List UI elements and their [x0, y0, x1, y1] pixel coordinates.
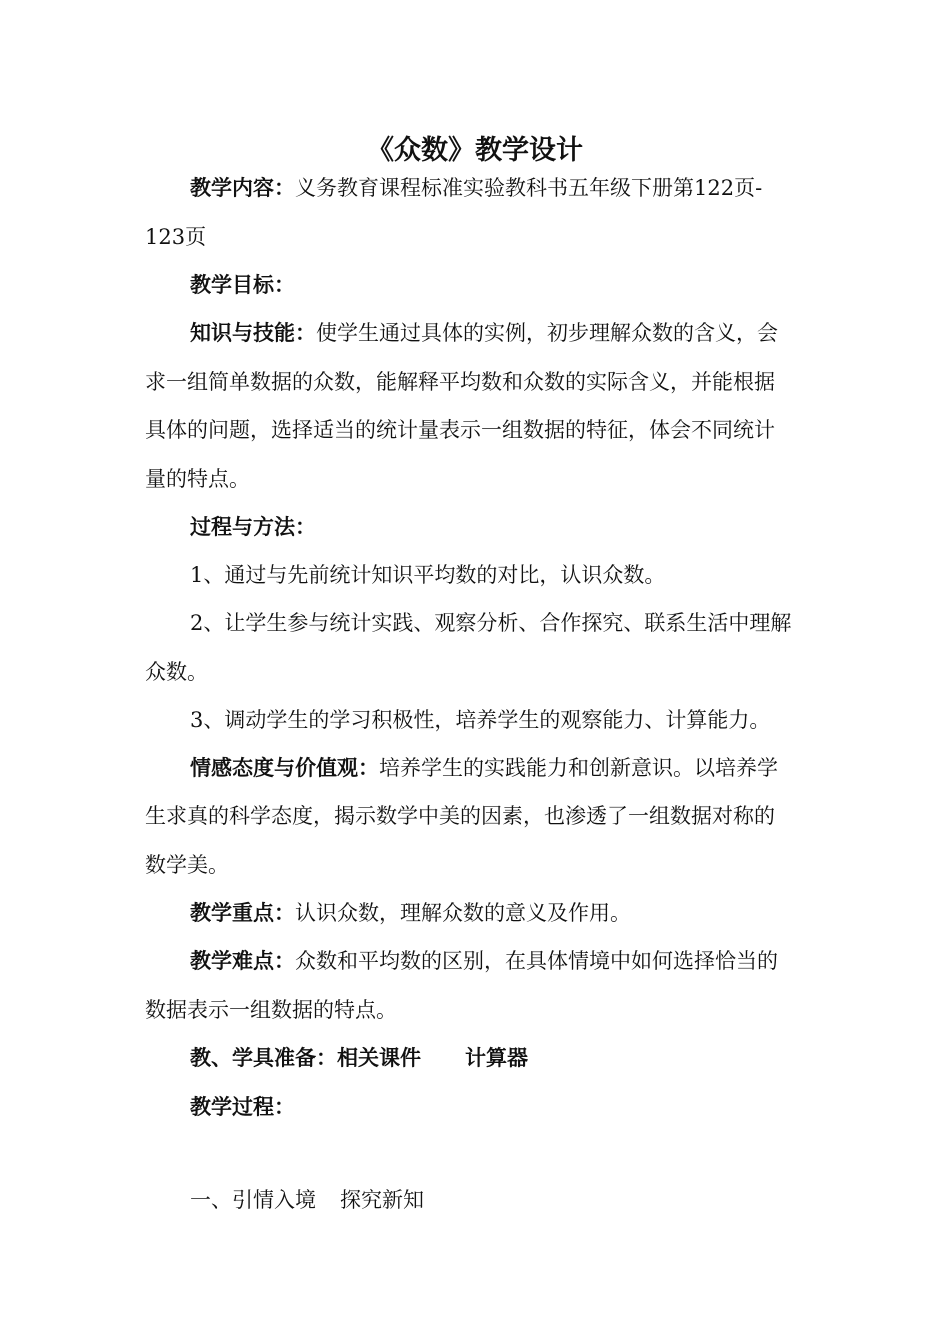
page-title: 《众数》教学设计	[367, 135, 583, 166]
difficulty-label: 教学难点：	[190, 948, 295, 973]
knowledge-text: 使学生通过具体的实例，初步理解众数的含义，会	[316, 321, 778, 345]
knowledge-label: 知识与技能：	[190, 320, 316, 345]
process-heading: 过程与方法：	[190, 514, 316, 539]
content-line-1	[190, 174, 815, 202]
process-item-2-cont: 众数。	[145, 660, 208, 684]
objectives-heading: 教学目标：	[190, 272, 295, 297]
key-point-label: 教学重点：	[190, 900, 295, 925]
key-point-line	[190, 899, 815, 927]
section-part-1: 一、引情入境	[190, 1188, 316, 1212]
prep-line	[190, 1044, 815, 1072]
key-point-text: 认识众数，理解众数的意义及作用。	[295, 901, 631, 925]
difficulty-line-2: 数据表示一组数据的特点。	[145, 998, 397, 1022]
section-heading-1	[190, 1186, 815, 1214]
knowledge-line-4: 量的特点。	[145, 467, 250, 491]
prep-item: 计算器	[465, 1045, 528, 1070]
emotion-line-2: 生求真的科学态度，揭示数学中美的因素，也渗透了一组数据对称的	[145, 804, 775, 828]
knowledge-line-3: 具体的问题，选择适当的统计量表示一组数据的特征，体会不同统计	[145, 418, 775, 442]
emotion-text: 培养学生的实践能力和创新意识。以培养学	[379, 756, 778, 780]
content-label: 教学内容：	[190, 175, 295, 200]
section-part-2: 探究新知	[340, 1188, 424, 1212]
emotion-label: 情感态度与价值观：	[190, 755, 379, 780]
procedure-heading: 教学过程：	[190, 1094, 295, 1119]
process-item-2: 2、让学生参与统计实践、观察分析、合作探究、联系生活中理解	[190, 611, 792, 635]
difficulty-text: 众数和平均数的区别，在具体情境中如何选择恰当的	[295, 949, 778, 973]
prep-label: 教、学具准备：相关课件	[190, 1045, 421, 1070]
process-item-1: 1、通过与先前统计知识平均数的对比，认识众数。	[190, 563, 666, 587]
emotion-line-3: 数学美。	[145, 853, 229, 877]
difficulty-line-1	[190, 947, 815, 975]
content-text: 义务教育课程标准实验教科书五年级下册第122页-	[295, 176, 763, 200]
process-item-3: 3、调动学生的学习积极性，培养学生的观察能力、计算能力。	[190, 708, 771, 732]
knowledge-line-1	[190, 319, 815, 347]
knowledge-line-2: 求一组简单数据的众数，能解释平均数和众数的实际含义，并能根据	[145, 370, 775, 394]
content-line-2: 123页	[145, 225, 207, 249]
emotion-line-1	[190, 754, 815, 782]
